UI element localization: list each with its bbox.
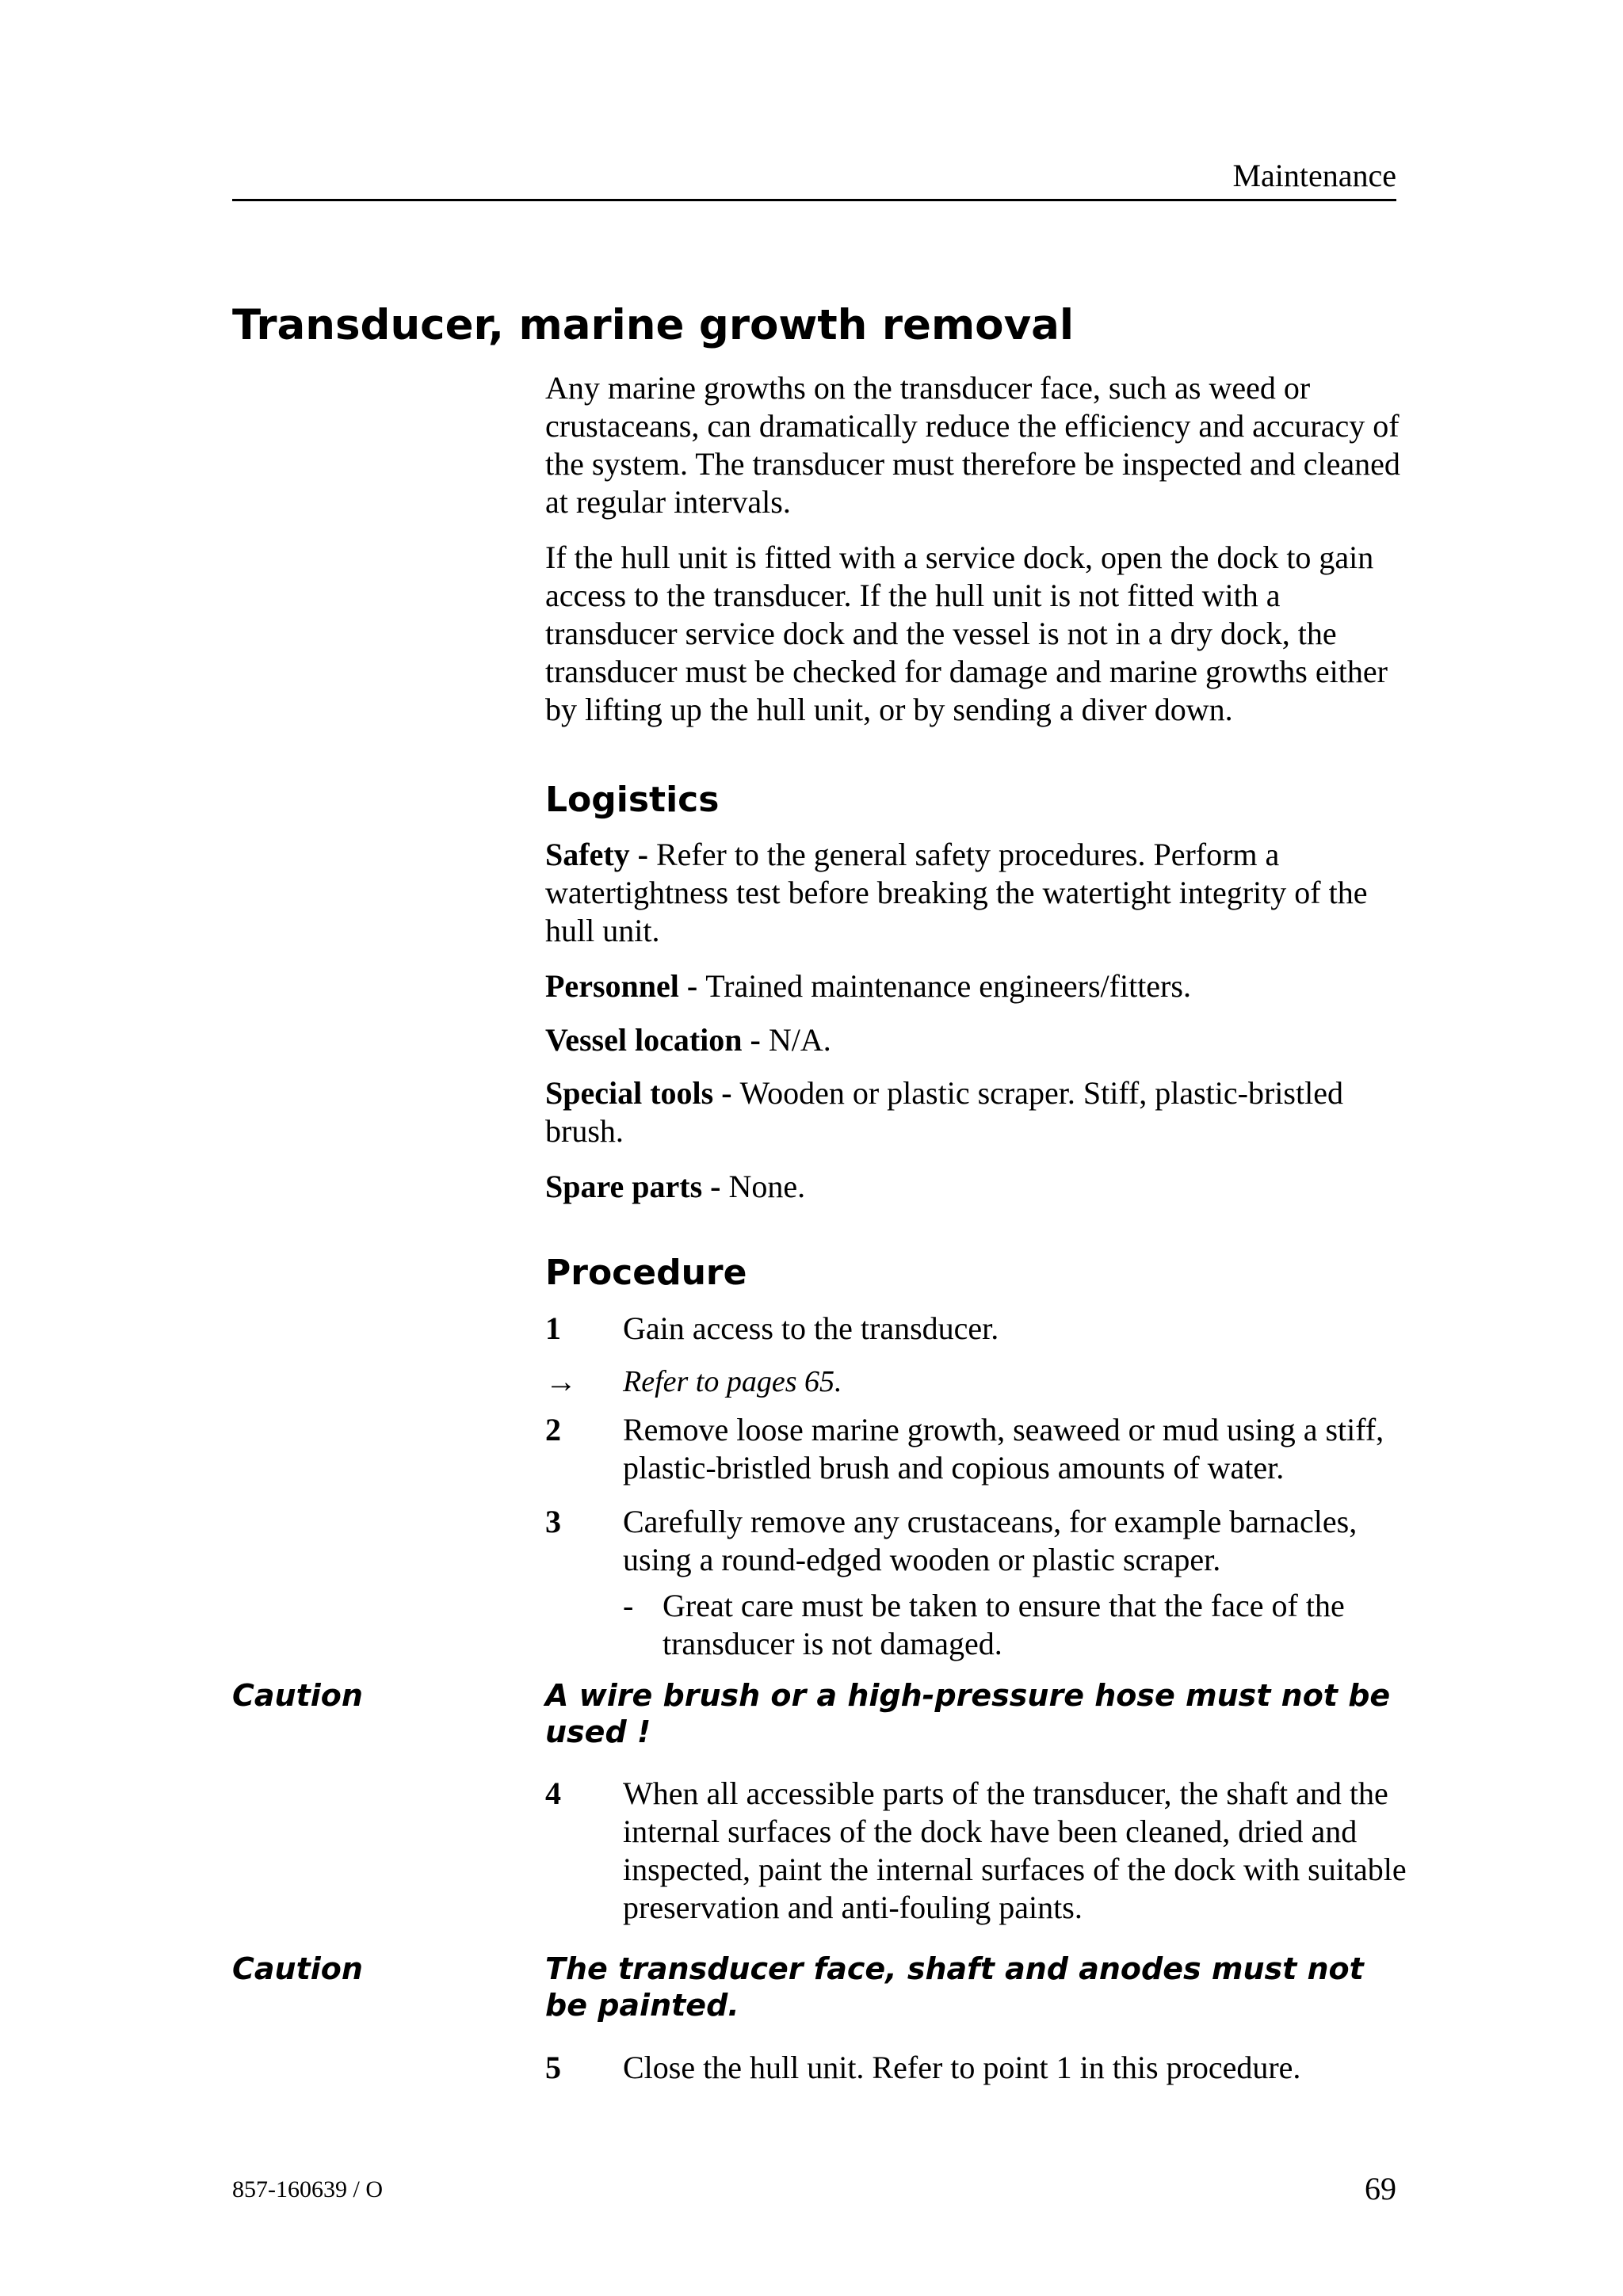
step-text: Remove loose marine growth, seaweed or mud using a stiff, plastic-bristled brush and copious amounts of water. [623, 1412, 1384, 1486]
logistics-item-personnel [545, 967, 1417, 1005]
step-text: Carefully remove any crustaceans, for example barnacles, using a round-edged wooden or plastic scraper. [623, 1504, 1358, 1577]
step-text: Gain access to the transducer. [623, 1310, 999, 1346]
step-text: Close the hull unit. Refer to point 1 in this procedure. [623, 2050, 1301, 2085]
logistics-item-spare-parts [545, 1168, 1417, 1206]
header-rule [232, 199, 1396, 201]
logistics-heading: Logistics [545, 780, 720, 820]
caution-text: A wire brush or a high-pressure hose must not be used ! [545, 1678, 1391, 1749]
intro-paragraph-1: Any marine growths on the transducer face, such as weed or crustaceans, can dramatically reduce the efficiency and accuracy of the system. The transducer must therefore be inspected and cleaned at regular intervals. [545, 370, 1400, 520]
running-header: Maintenance [1232, 158, 1396, 193]
caution-text: The transducer face, shaft and anodes must not be painted. [545, 1951, 1364, 2023]
page-reference-link[interactable]: Refer to pages 65. [623, 1365, 842, 1398]
page-title: Transducer, marine growth removal [232, 301, 1075, 349]
logistics-text: Refer to the general safety procedures. Perform a watertightness test before breaking the watertight integrity of the hull unit. [545, 837, 1368, 948]
sub-item-text: Great care must be taken to ensure that the face of the transducer is not damaged. [663, 1588, 1345, 1661]
logistics-text: None. [728, 1169, 806, 1204]
step-text: When all accessible parts of the transducer, the shaft and the internal surfaces of the dock have been cleaned, dried and inspected, paint the internal surfaces of the dock with suitable preservation and anti-fouling paints. [623, 1775, 1407, 1925]
logistics-label: Safety - [545, 837, 656, 872]
logistics-text: N/A. [768, 1022, 831, 1058]
document-number: 857-160639 / O [232, 2176, 383, 2203]
dash-bullet: - [623, 1588, 634, 1623]
logistics-label: Personnel - [545, 968, 706, 1004]
logistics-item-special-tools [545, 1074, 1417, 1150]
logistics-text: Trained maintenance engineers/fitters. [705, 968, 1191, 1004]
logistics-text: Wooden or plastic scraper. Stiff, plastic-bristled brush. [545, 1075, 1343, 1149]
logistics-label: Spare parts - [545, 1169, 729, 1204]
step-number: 1 [545, 1310, 561, 1346]
page-number: 69 [1365, 2171, 1396, 2206]
step-number: 2 [545, 1412, 561, 1447]
step-number: 5 [545, 2050, 561, 2085]
logistics-label: Special tools - [545, 1075, 740, 1111]
logistics-item-vessel-location [545, 1021, 1417, 1059]
procedure-heading: Procedure [545, 1253, 747, 1293]
arrow-icon: → [545, 1363, 577, 1399]
caution-label: Caution [232, 1951, 363, 1986]
intro-paragraph-2: If the hull unit is fitted with a service dock, open the dock to gain access to the transducer. If the hull unit is not fitted with a transducer service dock and the vessel is not in a dry dock, the transducer must be checked for damage and marine growths either by lifting up the hull unit, or by sending a diver down. [545, 540, 1388, 727]
logistics-label: Vessel location - [545, 1022, 769, 1058]
step-number: 3 [545, 1504, 561, 1539]
caution-label: Caution [232, 1678, 363, 1713]
step-number: 4 [545, 1775, 561, 1811]
logistics-item-safety [545, 836, 1417, 950]
